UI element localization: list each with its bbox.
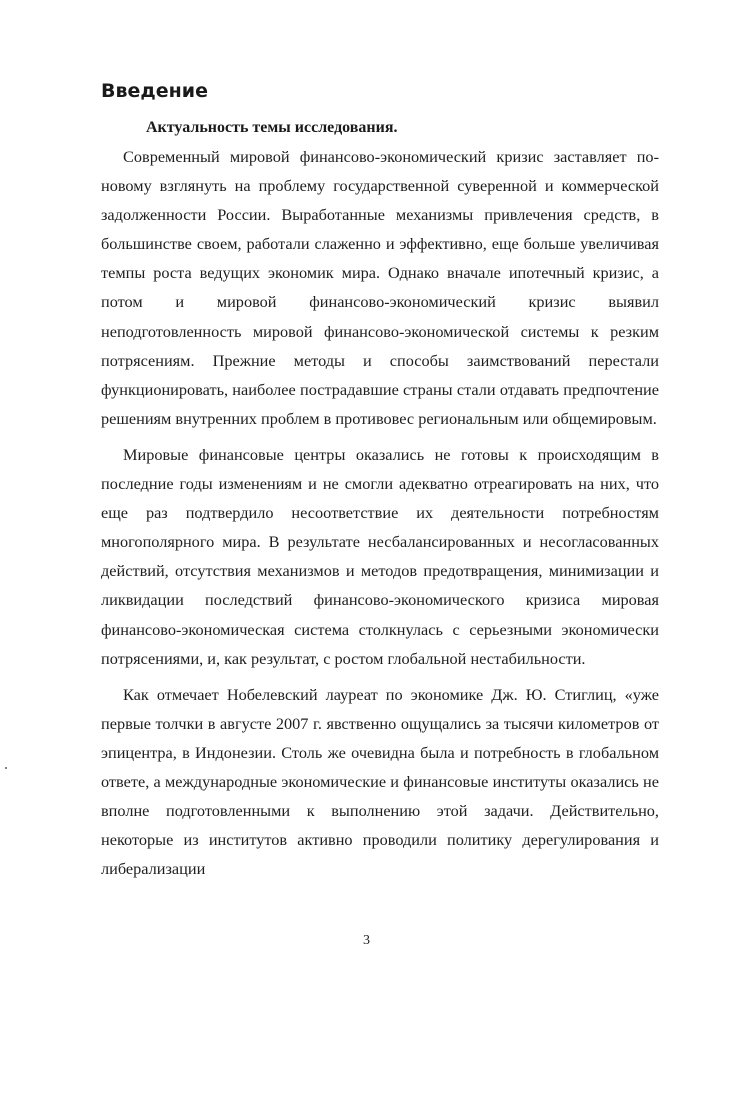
section-subheading: Актуальность темы исследования. <box>146 119 398 136</box>
body-text <box>101 142 659 890</box>
paragraph-1: Современный мировой финансово-экономический кризис заставляет по-новому взглянуть на проблему государственной суверенной и коммерческой задолженности России. Выработанные механизмы привлечения средств, в большинстве своем, работали слаженно и эффективно, еще больше увеличивая темпы роста ведущих экономик мира. Однако вначале ипотечный кризис, а потом и мировой финансово-экономический кризис выявил неподготовленность мировой финансово-экономической системы к резким потрясениям. Прежние методы и способы заимствований перестали функционировать, наиболее пострадавшие страны стали отдавать предпочтение решениям внутренних проблем в противовес региональным или общемировым. <box>101 147 659 428</box>
paragraph-3: Как отмечает Нобелевский лауреат по экономике Дж. Ю. Стиглиц, «уже первые толчки в августе 2007 г. явственно ощущались за тысячи километров от эпицентра, в Индонезии. Столь же очевидна была и потребность в глобальном ответе, а международные экономические и финансовые институты оказались не вполне подготовленными к выполнению этой задачи. Действительно, некоторые из институтов активно проводили политику дерегулирования и либерализации <box>101 684 659 879</box>
section-heading: Введение <box>101 80 208 102</box>
scan-artifact-dot <box>5 767 7 769</box>
page-number: 3 <box>363 933 370 948</box>
paragraph-2: Мировые финансовые центры оказались не готовы к происходящим в последние годы изменениям и не смогли адекватно отреагировать на них, что еще раз подтвердило несоответствие их деятельности потребностям многополярного мира. В результате несбалансированных и несогласованных действий, отсутствия механизмов и методов предотвращения, минимизации и ликвидации последствий финансово-экономического кризиса мировая финансово-экономическая система столкнулась с серьезными экономически потрясениями, и, как результат, с ростом глобальной нестабильности. <box>101 444 659 668</box>
